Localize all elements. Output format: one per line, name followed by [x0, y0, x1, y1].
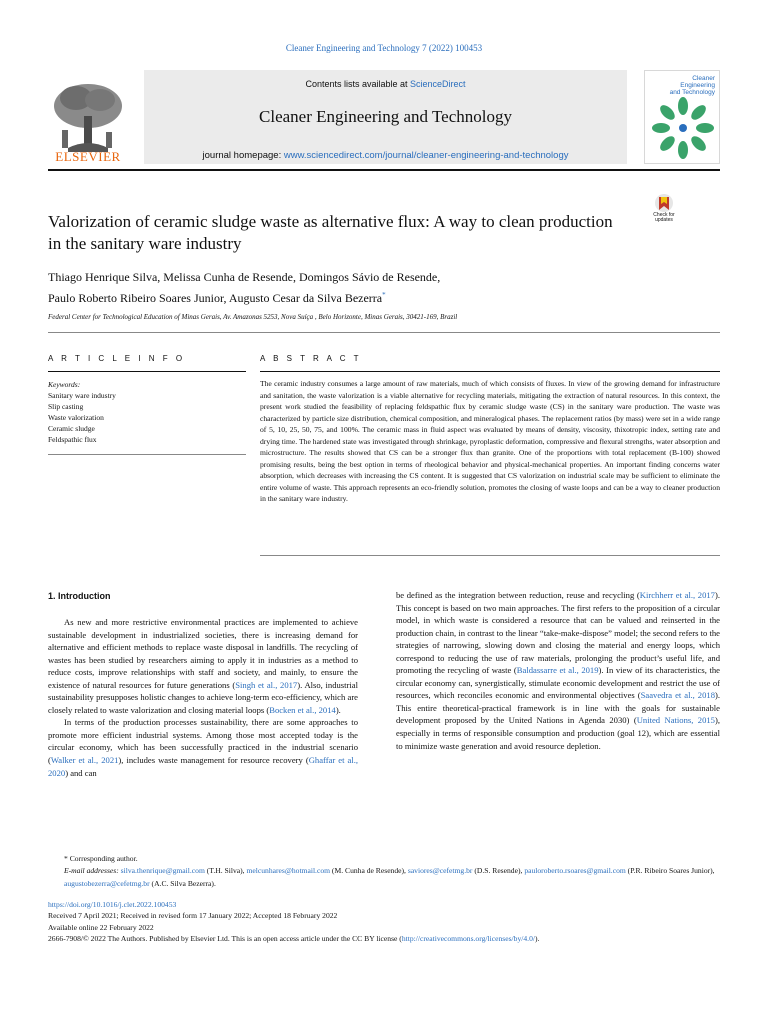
check-for-updates-badge[interactable]: [647, 193, 681, 229]
homepage-line: journal homepage: www.sciencedirect.com/journal/cleaner-engineering-and-technology: [202, 150, 569, 161]
corresponding-author-note: * Corresponding author.: [64, 854, 138, 863]
keywords-rule: [48, 454, 246, 455]
online-date: Available online 22 February 2022: [48, 922, 154, 932]
bookmark-icon: [647, 193, 681, 213]
intro-paragraph-2: In terms of the production processes sustainability, there are some approaches to promote more efficient industrial systems. Among those most accepted today is the circular economy, which has been successfully practiced in the industrial scenario (Walker et al., 2021), includes waste management for resource recovery (Ghaffar et al., 2020) and can: [48, 717, 358, 778]
email-link[interactable]: pauloroberto.rsoares@gmail.com: [524, 866, 626, 875]
email-link[interactable]: melcunhares@hotmail.com: [246, 866, 331, 875]
keyword-item: Waste valorization: [48, 413, 104, 422]
abstract-text: The ceramic industry consumes a large amount of raw materials, much of which consists of fluxes. In view of the growing demand for infrastructure and sanitation, the waste valorization is a viable alternative for recycling materials, mitigating the extraction of natural resources. In this context, the present work studied the feasibility of replacing feldspathic flux by ceramic sludge waste (CS) in the sanitary ware production. The waste was characterized by particle size distribution, chemical composition, and mineralogical phases. The replacement ratios (by mass) were set in a wide range of 5, 10, 25, 50, 75, and 100%. The ceramic mass in fluid aspect was evaluated by means of density, viscosity, thixotropic index, setting rate and drying time. The hardened state was investigated through shrinkage, pyroplastic deformation, compressive and flexural strengths, water absorption and microstructure. The results showed that CS can be a stronger flux than granite. One of the proportions with total replacement (B-100) showed promising results, being the best option in terms of rheological behavior and physical-mechanical properties. An important finding concerns water absorption, which decreases with increasing the CS content. It is suggested that CS valorization on industrial scale may be sufficient to eliminate the entire volume of waste. This approach represents an eco-friendly solution, promotes the closing of waste loops and can be a way to cleaner production in the sanitary ware industry.: [260, 379, 720, 504]
introduction-heading: 1. Introduction: [48, 591, 111, 601]
paper-title: Valorization of ceramic sludge waste as alternative flux: A way to clean production in the sanitary ware industry: [48, 212, 613, 253]
keyword-item: Ceramic sludge: [48, 424, 95, 433]
journal-header: [48, 70, 720, 164]
email-addresses: E-mail addresses: silva.thenrique@gmail.com (T.H. Silva), melcunhares@hotmail.com (M. Cunha de Resende), saviores@cefetmg.br (D.S. Resende), pauloroberto.rsoares@gmail.com (P.R. Ribeiro Soares Junior), augustobezerra@cefetmg.br (A.C. Silva Bezerra).: [64, 866, 715, 888]
keyword-item: Feldspathic flux: [48, 435, 97, 444]
sciencedirect-link[interactable]: ScienceDirect: [410, 79, 466, 89]
publication-info: [48, 899, 720, 944]
intro-paragraph-2-continued: be defined as the integration between reduction, reuse and recycling (Kirchherr et al., 2017). This concept is based on two main approaches. The first refers to the proposition of a circular model, in which waste is considered a resource that can be valued and reinserted in the production chain, in contrast to the linear “take-make-dispose” model; the second refers to the strategies of narrowing, slowing down and closing the material and energy loops, which correspond to reducing the use of raw materials, prolonging the product’s useful life, and promoting the recycling of waste (Baldassarre et al., 2019). In view of its characteristics, the circular economy can, synergistically, stimulate economic development and restrict the use of resources, which reconciles economic and environmental objectives (Saavedra et al., 2018). This entire theoretical-practical framework is in line with the goals for sustainable development proposed by the United Nations in Agenda 2030) (United Nations, 2015), especially in terms of responsible consumption and production (goal 12), which are essential to minimize waste generation and avoid resource depletion.: [396, 590, 721, 751]
abstract-heading: A B S T R A C T: [260, 354, 362, 363]
keywords-block: [48, 379, 246, 445]
abstract-bottom-rule: [260, 555, 720, 556]
affiliation-rule: [48, 332, 720, 333]
article-info-heading: A R T I C L E I N F O: [48, 354, 186, 363]
affiliation: Federal Center for Technological Education of Minas Gerais, Av. Amazonas 5253, Nova Suíça , Belo Horizonte, Minas Gerais, 30421-169, Brazil: [48, 313, 458, 321]
email-link[interactable]: augustobezerra@cefetmg.br: [64, 878, 150, 888]
license-link[interactable]: http://creativecommons.org/licenses/by/4.0/: [401, 933, 535, 943]
journal-homepage-link[interactable]: www.sciencedirect.com/journal/cleaner-engineering-and-technology: [283, 150, 569, 161]
check-updates-label: Check for updates: [653, 212, 675, 223]
footnotes: [48, 852, 720, 890]
authors-line-1: Thiago Henrique Silva, Melissa Cunha de Resende, Domingos Sávio de Resende,: [48, 270, 441, 284]
elsevier-wordmark: ELSEVIER: [55, 149, 121, 164]
contents-line: Contents lists available at ScienceDirect: [305, 79, 466, 89]
authors-line-2: Paulo Roberto Ribeiro Soares Junior, Augusto Cesar da Silva Bezerra: [48, 291, 383, 305]
journal-title: Cleaner Engineering and Technology: [259, 107, 512, 126]
journal-cover-thumbnail[interactable]: [644, 70, 720, 164]
keyword-item: Slip casting: [48, 402, 84, 411]
ref-link[interactable]: Kirchherr et al., 2017: [639, 590, 715, 600]
keyword-item: Sanitary ware industry: [48, 391, 116, 400]
journal-banner: [144, 70, 627, 164]
email-link[interactable]: silva.thenrique@gmail.com: [120, 866, 205, 875]
license-line: 2666-7908/© 2022 The Authors. Published by Elsevier Ltd. This is an open access article under the CC BY license (http://creativecommons.org/licenses/by/4.0/).: [48, 933, 540, 943]
received-dates: Received 7 April 2021; Received in revised form 17 January 2022; Accepted 18 February 2022: [48, 911, 338, 921]
body-column-left: [48, 616, 358, 779]
ref-link[interactable]: United Nations, 2015: [636, 715, 715, 726]
article-info-rule: [48, 371, 246, 372]
ref-link[interactable]: Saavedra et al., 2018: [640, 690, 715, 701]
journal-citation[interactable]: Cleaner Engineering and Technology 7 (2022) 100453: [285, 43, 483, 53]
cover-title: Cleaner Engineering and Technology: [669, 75, 715, 96]
ref-link[interactable]: Walker et al., 2021: [50, 755, 119, 766]
ref-link[interactable]: Singh et al., 2017: [235, 679, 298, 690]
body-column-right: [396, 589, 720, 752]
intro-paragraph-1: As new and more restrictive environmental practices are implemented to achieve sustainable development in industrialized societies, there is increasing demand for alternative and efficient methods to replace waste disposal in landfills. The recycling of wastes has been studied by researchers aiming to apply it in industries as a method to reduce costs, improve relationships with staff and society, and mainly, to ensure the existence of natural resources for future generations (Singh et al., 2017). Also, industrial sustainability presupposes holistic changes to achieve long-term eco-efficiency, which are closely related to waste valorization and closing material loops (Bocken et al., 2014).: [48, 617, 358, 715]
cover-flower-icon: [651, 95, 715, 161]
corresponding-author-mark[interactable]: *: [382, 291, 386, 299]
keywords-label: Keywords:: [48, 380, 81, 389]
ref-link[interactable]: Bocken et al., 2014: [269, 704, 336, 715]
ref-link[interactable]: Ghaffar et al., 2020: [48, 755, 358, 778]
ref-link[interactable]: Baldassarre et al., 2019: [516, 665, 599, 676]
header-rule: [48, 169, 720, 171]
doi-link[interactable]: https://doi.org/10.1016/j.clet.2022.100453: [48, 900, 177, 909]
email-link[interactable]: saviores@cefetmg.br: [407, 866, 473, 875]
abstract-rule: [260, 371, 720, 372]
author-list: [48, 268, 608, 307]
